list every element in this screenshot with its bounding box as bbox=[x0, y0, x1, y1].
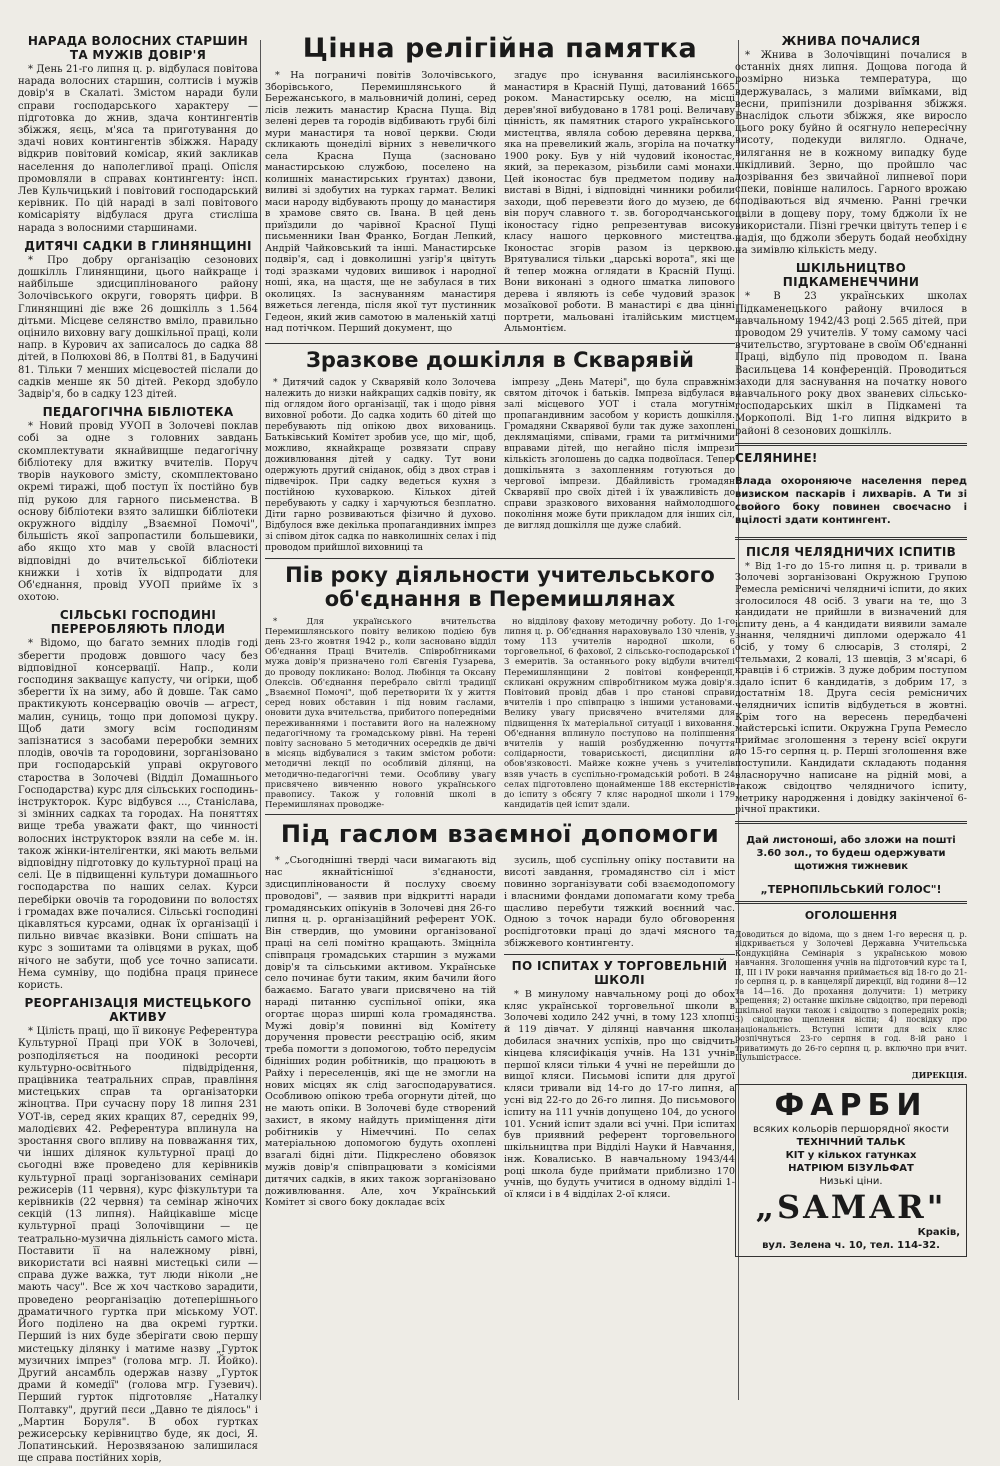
ad-line: НАТРІЮМ БІЗУЛЬФАТ bbox=[788, 1163, 914, 1175]
article-body bbox=[265, 617, 735, 811]
ad-city: Краків, bbox=[917, 1227, 960, 1239]
article-text: * „Сьогоднішні тверді часи вимагають від нас якнайтіснішої з'єднаности, здисциплінованости й послуху своєму проводові", — заявив при відкритті наради громадянських опікунів в Золочеві дня 26-го липня ц. р. організаційний референт УОК. Він ствердив, що умовини організованої праці на селі помітно кращають. Зміцніла співпраця громадських старшин з мужами довір'я та сільськими активом. Українське село починає бути таким, яким бачили його бажаємо. Багато уваги присвячено на тій нараді питанню суспільної опіки, яка огортає щораз ширші кола громадянства. Мужі довір'я повинні від Комітету доручення провести реєстрацію осіб, яким треба помогти з допомогою, тобто передусім бідніших родин робітників, що працюють в Райху і переселенців, які ще не змогли на нових місцях як слід загосподаруватися. Особливою опікою треба огорнути дітей, що не мають опіки. В Золочеві буде створений захист, в якому найдуть приміщення діти робітників у Німеччині. По селах матеріальною допомогою будуть охоплені взагалі бідні діти. Підкреслено обовязок мужів довір'я співпрацювати з комісіями дитячих садків, в яких також зорганізовано доживлювання. Але, хоч Український Комітет зі свого боку докладає всіх bbox=[265, 855, 496, 1209]
advertisement bbox=[735, 1084, 967, 1257]
appeal-title: СЕЛЯНИНЕ! bbox=[735, 450, 818, 465]
ad-line: ТЕХНІЧНИЙ ТАЛЬК bbox=[796, 1137, 906, 1149]
article-text: * На пограничі повітів Золочівського, Зборівського, Перемишлянського й Бережанського, в мальовничій долині, серед лісів лежить манастир Красна Пуща. Від зелені дерев та городів відбивають грубі білі мури манастиря та нової церкви. Сюди скликають щонеділі вірних з невеличкого села Красна Пуща (засновано манастирською службою, поселено на колишніх манастирських ґрунтах) дзвони, виливі зі здобутих на турках гармат. Великі маси народу відбувають прощу до манастиря в храмове свято св. Івана. В цей день приїздили до чарівної Красної Пущі письменники Іван Франко, Богдан Лепкий, Андрій Чайковський та інші. Манастирське подвір'я, сад і довколишні узгір'я цвітуть тоді зразками чудових вишивок і народної ноші, яка, на щастя, ще не забулася в тих околицях. Із заснуванням манастиря вяжеться легенда, після якої тут пустинник Гедеон, який жив самотою в маленькій хатці над потічком. Перший документ, що bbox=[265, 70, 496, 334]
article-text: * Про добру організацію сезонових дошкілль Глинянщини, цього найкраще і найбільше здисциплінованого району Золочівського округи, говорять цифри. В Глинянщині діє вже 26 дошкілль з 1.564 дітьми. Місцеве селянство вміло, правильно оцінило виховну вагу дошкільної праці, коли напр. в Курович ах записалось до садка 88 дітей, в Полюхові 86, в Полтві 81, в Бадучині 81. Тільки 7 менших місцевостей післали до садків менше як 50 дітей. Рекорд здобуло Задвір'я, бо в садку 123 дітей. bbox=[18, 254, 258, 401]
article-text: но відділову фахову методичну роботу. До 1-го липня ц. р. Об'єднання нараховувало 130 членів, у тому 113 учителів народної школи, 6 торговельної, 6 фахової, 2 сільсько-господарської і 3 емеритів. За останнього року відбули вчителі Перемишлянщини 2 повітові конференції, скликані окружним співробітником мужа довір'я. Повітовий провід дбав і про станові справи вчителів і про співпрацю з іншими установами. Велику увагу присвячено вчителями для підвищення їх матеріальної ситуації і виховання. Об'єднання вплинуло поступово на поліпшення вчителів у нашій розбудженню почуття солідарности, товариськості, дисципліни й обов'язковості. Майже кожне учень з учителів взяв участь в суспільно-громадській роботі. В 24 селах підготовлено щонайменше 188 екстерністів до іспиту з обсягу 7 кляс народної школи і 179 кандидатів цей іспит здали. bbox=[504, 616, 735, 811]
left-column bbox=[18, 30, 258, 1465]
ad-title: ФАРБИ bbox=[774, 1088, 928, 1124]
article-text: імпрезу „День Матері", що була справжнім святом діточок і батьків. Імпреза відбулася в залі місцевого УОТ і стала могутнім пропагандивним засобом у користь дошкілля. Громадяни Скварявої були так дуже захоплені деклямаціями, співами, грами та ритмічними вправами дітей, що негайно після імпрези кількість зголошень до садка подвоїлася. Тепер дошкільнята з захопленням готуються до чергової імпрези. Дбайливість громадян Скварявії про своїх дітей і їх уважливість до справи зразкового виховання наймолодшого покоління може бути прикладом для інших сіл, де вигляд дошкілля ще дуже слабий. bbox=[504, 377, 735, 531]
newspaper-name: „ТЕРНОПІЛЬСЬКИЙ ГОЛОС"! bbox=[760, 882, 942, 896]
article-title: ДИТЯЧІ САДКИ В ГЛИНЯНЩИНІ bbox=[24, 238, 252, 253]
article-text: * Жнива в Золочівщині почалися в останніх днях липня. Дощова погода й розмірно низька температура, що вдержувалась, з малими виїмками, від весни, припізнили дозрівання збіжжя. Внаслідок сльоти збіжжя, яке виросло цього року буйно й осягнуло непересічну висоту, подекуди вилягло. Одначе, вилягання не в кожному випадку буде шкідливий. Зерно, що пройшло час дозрівання без звичайної липневої пори спеки, повінше налилось. Гарного врожаю сподіваються від ячменю. Ранні гречки цвіли в дощеву пору, тому бджоли їх не використали. Пізні гречки цвітуть тепер і є надія, що бджоли зберуть бодай необхідну на зимівлю кількість меду. bbox=[735, 50, 967, 257]
article-text: * Дитячий садок у Скварявій коло Золочева належить до низки найкращих садків повіту, як під оглядом його організації, так і щодо рівня виховної роботи. До садка ходить 60 дітей що перебувають під опікою двох вихованиць. Батьківський Комітет зробив усе, що міг, щоб, можливо, якнайкраще розвязати справу доживлювання дітей у садку. Тут вони одержують другий сніданок, обід з двох страв і підвечірок. При садку ведеться кухня з постійною куховаркою. Кількох дітей перебувають у садку і харчуються безплатно. Діти гарно розвиваються фізично й духово. Відбулося вже декілька пропагандивних імпрез зі співом діток садка по навколишніх селах і під проводом прийшлої виховниці та bbox=[265, 377, 496, 553]
divider bbox=[265, 343, 735, 344]
divider bbox=[735, 537, 967, 540]
ad-line: КІТ у кількох гатунках bbox=[785, 1150, 917, 1162]
article-text: зусиль, щоб суспільну опіку поставити на висоті завдання, громадянство сіл і міст повинно зорганізувати собі взаємодопомогу і власними фондами допомагати кому треба щасливо перебути тяжкий воєнний час. Одною з точок наради було обговорення роспідготовки праці до здачі мясного та збіжжевого контингенту. bbox=[504, 855, 735, 949]
headline: Пів року діяльности учительського об'єднання в Перемишлянах bbox=[285, 562, 715, 611]
headline: Під гаслом взаємної допомоги bbox=[280, 820, 720, 849]
divider bbox=[735, 901, 967, 904]
ad-address: вул. Зелена ч. 10, тел. 114-32. bbox=[762, 1240, 940, 1252]
article-title: ПІСЛЯ ЧЕЛЯДНИЧИХ ІСПИТІВ bbox=[745, 544, 957, 559]
article-text: згадує про існування василіянського манастиря в Красній Пущі, датований 1665 роком. Манастирську оселю, на місці дерев'яної вибудовано в 1781 році. Величаву цінність, як памятник старого українського мистецтва, являла собою деревяна церква, яка на превеликий жаль, згоріла на початку 1900 року. Був у ній чудовий іконостас, який, за переказом, різьбили самі монахи. Цей іконостас був предметом подиву на виставі в Відні, і відповідні чинники робили заходи, щоб перевезти його до музею, де б він поруч славного т. зв. богородчанського іконостасу гідно репрезентував високу класу нашого церковного мистецтва. Іконостас згорів разом із церквою. Врятувалися тільки „царські ворота", які ще й тепер можна оглядати в Красній Пущі. Вони виконані з одного шматка липового дерева і являють із себе чудовий зразок мозаїкової роботи. В манастирі є два цінні портрети, мальовані італійським мистцем Альмонтієм. bbox=[504, 70, 735, 334]
article-body bbox=[265, 70, 735, 339]
divider bbox=[504, 954, 735, 955]
article-text: * В минулому навчальному році до обох кляс української торговельної школи в Золочеві ходило 242 учні, в тому 123 хлопці й 119 дівчат. У ділянці навчання школа добилася значних успіхів, про що свідчить кінцева кляcифікація учнів. На 131 учнів першої кляси тільки 4 учні не перейшли до вищої кляси. Письмові іспити для другої кляси тривали від 14-го до 17-го липня, а усні від 22-го до 26-го липня. До письмового іспиту на 111 учнів допущено 104, до усного 101. Усний іспит здали всі учні. При іспитах був приявний референт торговельного шкільництва при Відділі Науки й Навчання, інж. Ковалисько. В навчальному 1943/44 році школа буде приймати приблизно 170 учнів, що будуть учитися в одному відділі 1-ої кляси і в 4 відділах 2-ої кляси. bbox=[504, 988, 735, 1201]
appeal-text: Влада охороняюче населення перед визиском паскарів і лихварів. А Ти зі свойого боку повинен своєчасно і вцілості здати контингент. bbox=[735, 475, 967, 526]
article-text: * Цілість праці, що її виконує Референтура Культурної Праці при УОК в Золочеві, розподіляється на поодинокі ресорти культурно-освітнього підвідрідення, працівника театральних справ, правління мистецьких справ та організаторки жіноцтва. При сучасну пору 18 липня 231 УОТ-ів, серед яких кращих 87, середніх 99, малодієвих 42. Референтура вплинула на зростання свого впливу на повважання тих, чи інших ділянок культурної праці до сьогодні вже проведено для керівників культурної праці зорганізованих семінари режисерів (11 червня), курс фізкультури та керівників (22 червня) та семінар жіночих секцій (13 липня). Найцікавіше місце культурної праці Золочівщини — це театрально-музична діяльність самого міста. Поставити її на належному рівні, використати всі наявні мистецькі сили — справа дуже важка, тут люди ніколи „не мають часу". Все ж хоч частково зарадити, проведено реорганізацію дотеперішнього драматичного гуртка при міському УОТ. Його поділено на два окремі гуртки. Перший із них буде зберігати свою першу мистецьку ділянку і матиме назву „Гурток музичних імпрез" (голова мгр. Л. Йойко). Другий ансамбль одержав назву „Гурток драми й комедії" (голова мгр. Гузевич). Перший гурток підготовляє „Наталку Полтавку", другий пєси „Давно те діялось" і „Мартин Боруля". В обох гуртках режисерську керівництво буде, як досі, Я. Лопатинський. Нерозвязаною залишилася ще справа постійних хорів, bbox=[18, 1026, 258, 1465]
article-title: ПЕДАГОГІЧНА БІБЛІОТЕКА bbox=[42, 405, 234, 420]
column-divider bbox=[260, 40, 261, 1400]
ad-line: Низькі ціни. bbox=[819, 1176, 883, 1188]
divider bbox=[735, 443, 967, 446]
middle-columns bbox=[265, 30, 735, 1410]
article-title: НАРАДА ВОЛОСНИХ СТАРШИН ТА МУЖІВ ДОВІР'Я bbox=[27, 34, 249, 62]
headline: Зразкове дошкілля в Скварявій bbox=[306, 347, 694, 372]
article-text: * Відомо, що багато земних плодів годі зберегти продовж довшого часу без відповідної консервації. Напр., коли господиня закващує капусту, чи огірки, щоб зберегти їх на зиму, або й довше. Так само практикують консервацію овочів — агрест, малин, суниць, тощо при допомозі цукру. Щоб дати змогу всім господиням запізнатися з засобами переробки земних плодів, овочів та городовини, зорганізовано при господарській управі округового староства в Золочеві (Відділ Домашнього Господарства) курс для сільських господинь-інструкторок. Курс відбувся ..., Станіслава, зі змінних садках та городах. На поняттях вище треба уважати факт, що чинності волосних інструкторок взяли на себе м. ін. також жінки-інтелігентки, які мають вельми відповідну підготовку до культурної праці на селі. Це в підвищенні культури домашнього господарства по наших селах. Курси перебірки овочів та городовини по волостях і громадах вже почалися. Сільські господині цікавляться курсами, однак їх організації і пильно вивчає вказівки. Вони спішать на курс з зошитами та олівцями в руках, щоб нічого не забути, щоб усе точно записати. Нема сумніву, що подібна праця принесе користь. bbox=[18, 638, 258, 992]
article-title: ШКІЛЬНИЦТВО ПІДКАМЕНЕЧЧИНИ bbox=[782, 261, 920, 290]
article-text: * Новий провід УУОП в Золочеві поклав собі за одне з головних завдань скомплектувати якнайвищше педагогічну бібліотеку для вжитку вчителів. Поруч творів наукового змісту, скомплектовано окремі тиражі, щоб поступ їх постійно був під рукою для гарного письменства. В основу бібліотеки взято залишки бібліотеки окружного відділу „Взаємної Помочі", більшість якої запропастили большевики, або якщо хто мав у своїй власності відповідні до вчительської бібліотеки книжки і хотів їх відпродати для Об'єднання, провід УУОП прийме їх з охотою. bbox=[18, 421, 258, 604]
announcement-text: Доводиться до відома, що з днем 1-го вересня ц. р. відкривається у Золочеві Державна Учительська Кондукційна Семінарія з українською мовою навчання. Зголошення учнів на підготовчий курс та І, ІІ, ІІІ і ІV роки навчання приймається від 18-го до 21-го серпня ц. р. в канцелярії дирекції, від години 8—12 та 14—16. До прохання долучити: 1) метрику хрещення; 2) останнє шкільне свідоцтво, при переводі шкільної науки також і свідоцтво з попередніх років; 3) свідоцтво щеплення віспи; 4) посвідку про національність. Вступні іспити для всіх кляс розпічнуться 23-го серпня в год. 8-ій рано і триватимуть до 26-го серпня ц. р. включно при вчит. Цульшістрассе. bbox=[735, 929, 967, 1063]
article-title: РЕОРГАНІЗАЦІЯ МИСТЕЦЬКОГО АКТИВУ bbox=[24, 996, 252, 1025]
article-body bbox=[265, 378, 735, 554]
ad-line: всяких кольорів першорядної якости bbox=[753, 1124, 949, 1136]
article-body bbox=[265, 855, 735, 1213]
article-text: * В 23 українських школах Підкаменецького району вчилося в навчальному 1942/43 році 2.565 дітей, при проводом 29 учителів. У тому самому часі вчительство, згуртоване в своїм Об'єднанні Праці, відбуло під проводом п. Івана Васильцева 14 конференцій. Проводиться заходи для заснування на початку нового навчального року двох званевих сільсько-господарських шкіл в Підкамені та Моркополі. Від 1-го липня відкрито в районі 8 сезонових дошкілль. bbox=[735, 291, 967, 437]
announcement-signature: ДИРЕКЦІЯ. bbox=[911, 1069, 967, 1080]
article-text: * Для українського вчительства Перемишлянського повіту великою подією був день 23-го жовтня 1942 р., коли засновано відділ Об'єднання Праці Вчителів. Співробітниками мужа довір'я призначено голі Євгенія Гузарева, до проводу покликано: Волод. Любінця та Оксану Олексів. Об'єднання перебрало світлі традиції „Взаємної Помочі", щоб перетворити їх у життя серед нових обставин і під новим гаслами, оновити духа вчительства, прибитого попередніми переживаннями і поставити його на належному педагогічному та громадському рівні. На терені повіту засновано 5 методичних осередків де двічі в місяць відбувалися з таким змістом роботи: методичні лекції по особливій ділянці, на методично-педагогічні теми. Особливу увагу присвячено вивченню нового українського правопису. Також у головній школі в Перемишлянах проводже- bbox=[265, 616, 496, 811]
right-column bbox=[735, 30, 967, 1410]
divider bbox=[265, 558, 735, 559]
article-text: * Від 1-го до 15-го липня ц. р. тривали в Золочеві зорганізовані Окружною Групою Ремесла ремісничі челядничі іспити, до яких зголосилося 48 осіб. З уваги на те, що 3 кандидати не прийшли в визначений для іспиту день, а 4 кандидати виявили замале знання, челядничі дипломи одержало 41 осіб, у тому 6 слюсарів, 3 столярі, 2 стельмахи, 2 ковалі, 13 шевців, 3 м'ясарі, 6 кравців і 6 стрижів. З дуже добрим поступом здало іспит 6 кандидатів, з добрим 17, з достатнім 18. Друга сесія ремісничих челядничих іспитів відбудеться в жовтні. Крім того на вересень передбачені майстерські іспити. Окружна Група Ремесло приймає зголошення з терену всієї округи до 15-го серпня ц. р. Першi зголошення вже поступили. Кандидати складають подання власноручно написане на рідній мові, а також свідоцтво челядничого іспиту, метрику народження і довідку закінченої 6-річної практики. bbox=[735, 560, 967, 816]
headline: Цінна релігійна памятка bbox=[302, 33, 698, 64]
announcement-title: ОГОЛОШЕННЯ bbox=[804, 908, 898, 922]
ad-brand: „SAMAR" bbox=[755, 1188, 947, 1227]
article-title: ПО ІСПИТАХ У ТОРГОВЕЛЬНІЙ ШКОЛІ bbox=[511, 958, 728, 987]
article-text: * День 21-го липня ц. р. відбулася повітова нарада волосних старшин, солтисів і мужів довір'я в Скалаті. Змістом наради були справи господарського характеру — підготовка до жнив, здача контингентів збіжжя, яєць, м'яса та приготування до здачі нових контингентів збіжжя. Нараду відкрив повітовий комісар, який закликав населення до наполегливої праці. Опісля промовляли в справах контингенту: інсп. Лев Кульчицький і повітовий господарський керівник. По цій нараді в залі повітового комісаріяту відбулася друга стисліша нарада з волосними старшинами. bbox=[18, 64, 258, 234]
article-title: ЖНИВА ПОЧАЛИСЯ bbox=[781, 34, 921, 48]
subscription-text: Дай листоноші, або зложи на пошті 3.60 зол., то будеш одержувати щотижня тижневик bbox=[746, 834, 956, 872]
divider bbox=[735, 821, 967, 824]
article-title: СІЛЬСЬКІ ГОСПОДИНІ ПЕРЕРОБЛЯЮТЬ ПЛОДИ bbox=[50, 608, 226, 637]
divider bbox=[265, 814, 735, 815]
